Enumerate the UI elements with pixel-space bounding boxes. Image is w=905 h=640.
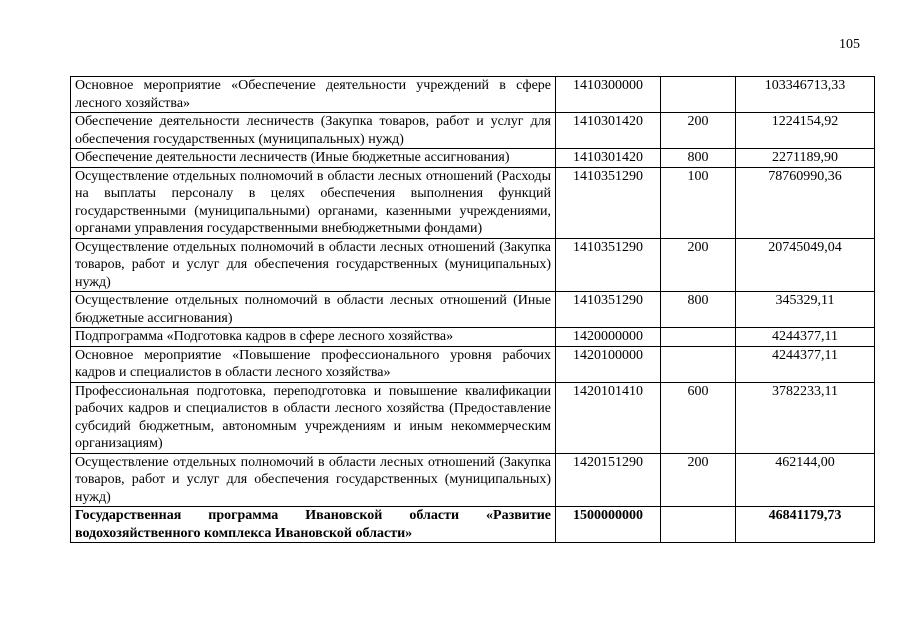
amount-cell: 46841179,73 [736, 507, 875, 543]
page-number: 105 [839, 37, 860, 52]
amount-cell: 462144,00 [736, 453, 875, 507]
amount-cell: 103346713,33 [736, 77, 875, 113]
target-article-code-cell: 1420151290 [556, 453, 661, 507]
amount-cell: 1224154,92 [736, 113, 875, 149]
target-article-code-cell: 1420000000 [556, 328, 661, 347]
expense-name-cell: Осуществление отдельных полномочий в области лесных отношений (Расходы на выплаты персоналу в целях обеспечения выполнения функций государственными (муниципальными) органами, казенными учреждениями, органами управления государственными внебюджетными фондами) [71, 167, 556, 238]
amount-cell: 345329,11 [736, 292, 875, 328]
expense-type-cell: 200 [661, 238, 736, 292]
target-article-code-cell: 1410301420 [556, 113, 661, 149]
amount-cell: 78760990,36 [736, 167, 875, 238]
expense-name-cell: Основное мероприятие «Повышение профессионального уровня рабочих кадров и специалистов в области лесного хозяйства» [71, 346, 556, 382]
expense-name-cell: Обеспечение деятельности лесничеств (Закупка товаров, работ и услуг для обеспечения государственных (муниципальных) нужд) [71, 113, 556, 149]
budget-table-body [71, 77, 875, 543]
table-row [71, 328, 875, 347]
target-article-code-cell: 1420100000 [556, 346, 661, 382]
target-article-code-cell: 1420101410 [556, 382, 661, 453]
expense-type-cell: 600 [661, 382, 736, 453]
table-row [71, 167, 875, 238]
table-row [71, 238, 875, 292]
expense-type-cell [661, 346, 736, 382]
expense-name-cell: Профессиональная подготовка, переподготовка и повышение квалификации рабочих кадров и специалистов в области лесного хозяйства (Предоставление субсидий бюджетным, автономным учреждениям и иным некоммерческим организациям) [71, 382, 556, 453]
table-row [71, 77, 875, 113]
target-article-code-cell: 1410300000 [556, 77, 661, 113]
table-row [71, 453, 875, 507]
expense-name-cell: Осуществление отдельных полномочий в области лесных отношений (Закупка товаров, работ и услуг для обеспечения государственных (муниципальных) нужд) [71, 238, 556, 292]
expense-type-cell [661, 77, 736, 113]
table-row [71, 507, 875, 543]
expense-name-cell: Государственная программа Ивановской области «Развитие водохозяйственного комплекса Ивановской области» [71, 507, 556, 543]
target-article-code-cell: 1410351290 [556, 167, 661, 238]
amount-cell: 4244377,11 [736, 346, 875, 382]
table-row [71, 346, 875, 382]
expense-type-cell: 200 [661, 113, 736, 149]
table-row [71, 292, 875, 328]
expense-type-cell: 200 [661, 453, 736, 507]
amount-cell: 4244377,11 [736, 328, 875, 347]
expense-type-cell [661, 328, 736, 347]
expense-name-cell: Осуществление отдельных полномочий в области лесных отношений (Иные бюджетные ассигнования) [71, 292, 556, 328]
amount-cell: 3782233,11 [736, 382, 875, 453]
expense-type-cell: 800 [661, 149, 736, 168]
target-article-code-cell: 1500000000 [556, 507, 661, 543]
expense-type-cell: 100 [661, 167, 736, 238]
amount-cell: 20745049,04 [736, 238, 875, 292]
table-row [71, 149, 875, 168]
expense-type-cell: 800 [661, 292, 736, 328]
expense-name-cell: Осуществление отдельных полномочий в области лесных отношений (Закупка товаров, работ и услуг для обеспечения государственных (муниципальных) нужд) [71, 453, 556, 507]
expense-name-cell: Обеспечение деятельности лесничеств (Иные бюджетные ассигнования) [71, 149, 556, 168]
expense-type-cell [661, 507, 736, 543]
amount-cell: 2271189,90 [736, 149, 875, 168]
expense-name-cell: Подпрограмма «Подготовка кадров в сфере лесного хозяйства» [71, 328, 556, 347]
target-article-code-cell: 1410351290 [556, 292, 661, 328]
target-article-code-cell: 1410351290 [556, 238, 661, 292]
target-article-code-cell: 1410301420 [556, 149, 661, 168]
expense-name-cell: Основное мероприятие «Обеспечение деятельности учреждений в сфере лесного хозяйства» [71, 77, 556, 113]
table-row [71, 113, 875, 149]
table-row [71, 382, 875, 453]
budget-table [70, 76, 875, 543]
